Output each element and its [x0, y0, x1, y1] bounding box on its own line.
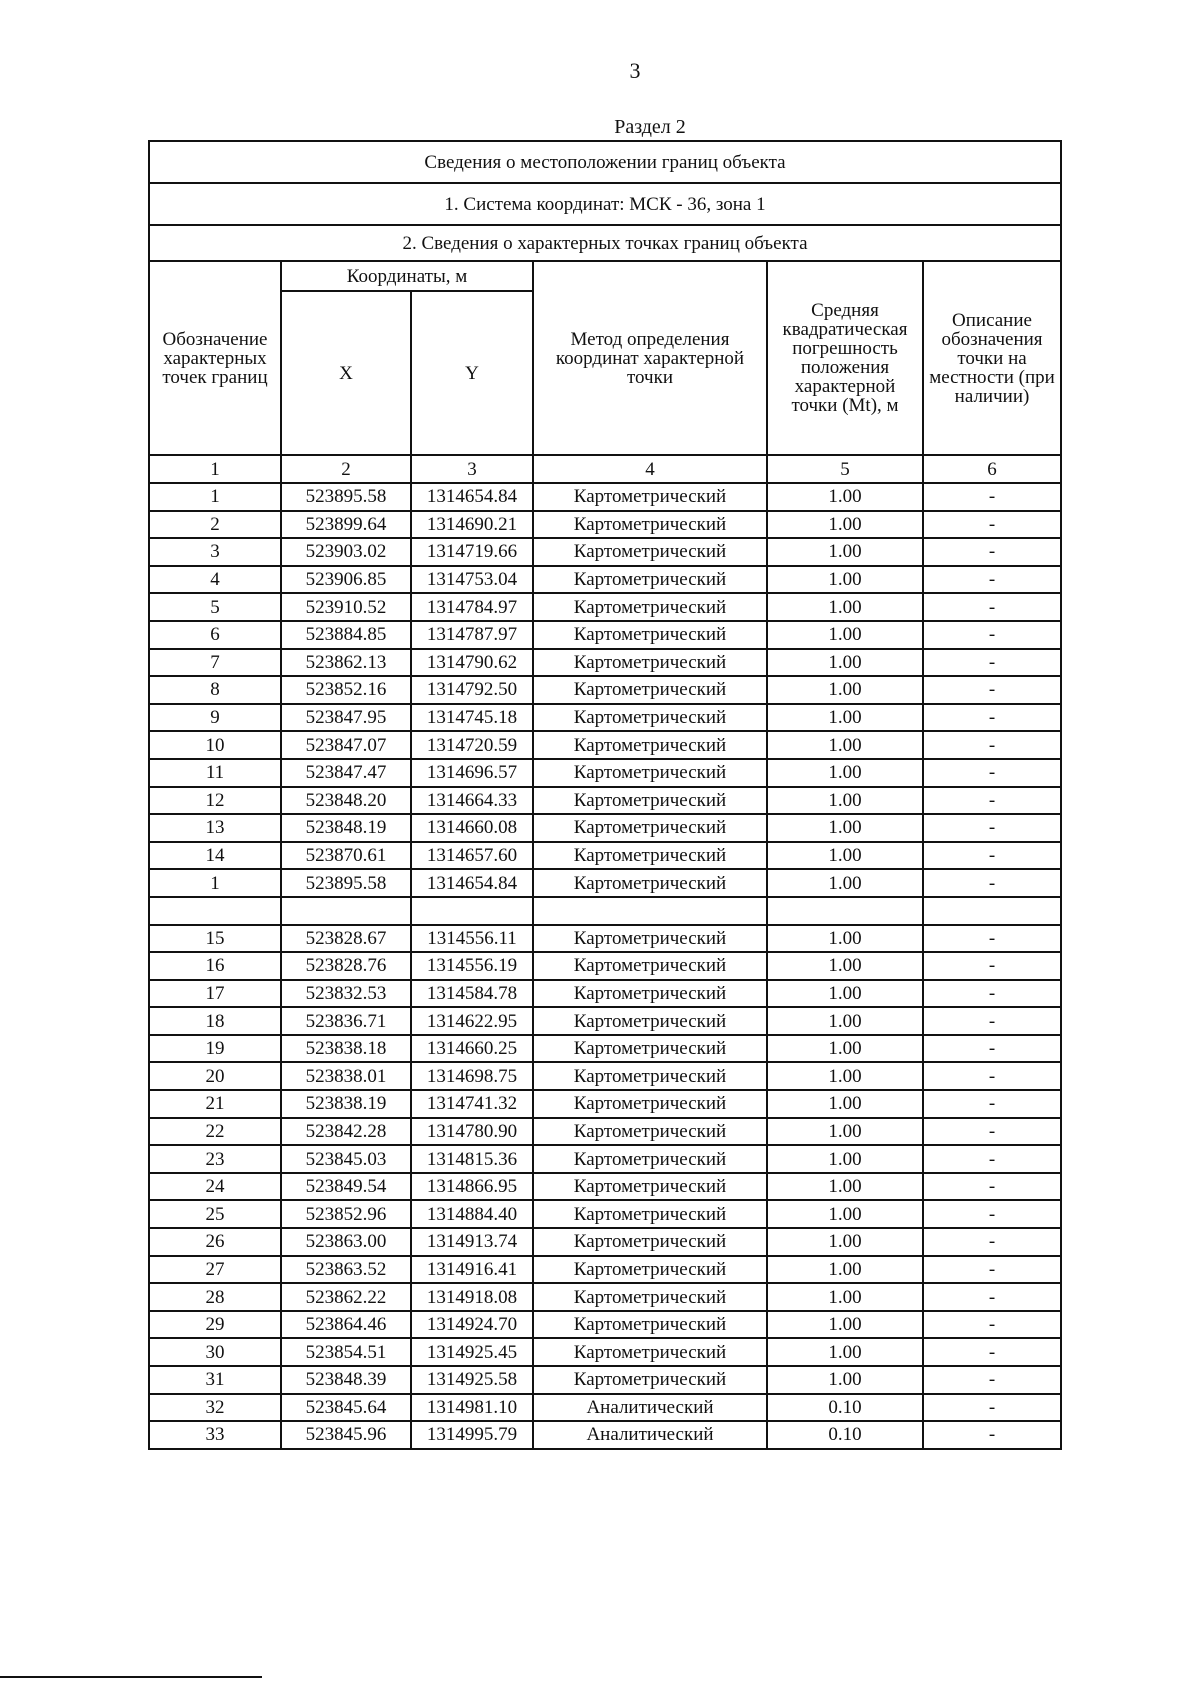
cell-y: 1314654.84	[411, 869, 533, 897]
bottom-rule	[0, 1676, 262, 1678]
cell-x: 523845.03	[281, 1145, 411, 1173]
cell-desc: -	[923, 676, 1061, 704]
cell-method: Картометрический	[533, 980, 767, 1008]
cell-point: 32	[149, 1394, 281, 1422]
cell-method: Картометрический	[533, 1366, 767, 1394]
table-row	[149, 511, 1061, 539]
cell-y: 1314741.32	[411, 1090, 533, 1118]
cell-desc: -	[923, 1338, 1061, 1366]
table-row	[149, 1062, 1061, 1090]
cell-point: 31	[149, 1366, 281, 1394]
table-row	[149, 842, 1061, 870]
cell-y: 1314622.95	[411, 1007, 533, 1035]
cell-x: 523864.46	[281, 1311, 411, 1339]
cell-point: 1	[149, 483, 281, 511]
cell-desc: -	[923, 621, 1061, 649]
cell-method: Картометрический	[533, 1228, 767, 1256]
empty-cell	[149, 897, 281, 925]
table-row	[149, 483, 1061, 511]
cell-point: 22	[149, 1118, 281, 1146]
cell-method: Картометрический	[533, 787, 767, 815]
header-method: Метод определения координат характерной точки	[533, 261, 767, 455]
cell-desc: -	[923, 566, 1061, 594]
cell-desc: -	[923, 1173, 1061, 1201]
cell-x: 523838.18	[281, 1035, 411, 1063]
cell-y: 1314584.78	[411, 980, 533, 1008]
cell-mt: 1.00	[767, 1062, 923, 1090]
cell-desc: -	[923, 1035, 1061, 1063]
table-row	[149, 593, 1061, 621]
cell-mt: 1.00	[767, 787, 923, 815]
cell-y: 1314790.62	[411, 649, 533, 677]
cell-mt: 1.00	[767, 1200, 923, 1228]
table-row	[149, 1283, 1061, 1311]
cell-desc: -	[923, 1118, 1061, 1146]
cell-mt: 1.00	[767, 1228, 923, 1256]
cell-mt: 1.00	[767, 814, 923, 842]
cell-x: 523836.71	[281, 1007, 411, 1035]
cell-x: 523884.85	[281, 621, 411, 649]
cell-point: 8	[149, 676, 281, 704]
cell-desc: -	[923, 842, 1061, 870]
cell-method: Картометрический	[533, 593, 767, 621]
header-designation: Обозначение характерных точек границ	[149, 261, 281, 455]
table-row	[149, 814, 1061, 842]
table-row	[149, 1421, 1061, 1449]
cell-mt: 1.00	[767, 1256, 923, 1284]
cell-x: 523847.95	[281, 704, 411, 732]
cell-y: 1314916.41	[411, 1256, 533, 1284]
table-row	[149, 980, 1061, 1008]
cell-mt: 1.00	[767, 621, 923, 649]
cell-x: 523828.76	[281, 952, 411, 980]
cell-mt: 1.00	[767, 842, 923, 870]
boundary-points-table	[148, 140, 1062, 1450]
cell-y: 1314556.19	[411, 952, 533, 980]
table-row	[149, 925, 1061, 953]
cell-mt: 1.00	[767, 1338, 923, 1366]
cell-desc: -	[923, 1007, 1061, 1035]
cell-x: 523852.96	[281, 1200, 411, 1228]
cell-desc: -	[923, 1394, 1061, 1422]
cell-method: Картометрический	[533, 649, 767, 677]
cell-y: 1314866.95	[411, 1173, 533, 1201]
cell-method: Картометрический	[533, 1118, 767, 1146]
cell-mt: 1.00	[767, 1007, 923, 1035]
table-row	[149, 566, 1061, 594]
cell-desc: -	[923, 814, 1061, 842]
table-row	[149, 704, 1061, 732]
cell-method: Картометрический	[533, 676, 767, 704]
cell-point: 9	[149, 704, 281, 732]
header-error: Средняя квадратическая погрешность положения характерной точки (Mt), м	[767, 261, 923, 455]
cell-mt: 1.00	[767, 1090, 923, 1118]
table-row	[149, 1366, 1061, 1394]
cell-y: 1314660.25	[411, 1035, 533, 1063]
cell-point: 2	[149, 511, 281, 539]
cell-point: 3	[149, 538, 281, 566]
table-title: Сведения о местоположении границ объекта	[149, 141, 1061, 183]
cell-mt: 1.00	[767, 952, 923, 980]
cell-y: 1314745.18	[411, 704, 533, 732]
cell-point: 6	[149, 621, 281, 649]
cell-mt: 1.00	[767, 538, 923, 566]
cell-desc: -	[923, 1256, 1061, 1284]
cell-y: 1314884.40	[411, 1200, 533, 1228]
cell-point: 26	[149, 1228, 281, 1256]
cell-desc: -	[923, 511, 1061, 539]
cell-desc: -	[923, 704, 1061, 732]
table-row	[149, 1256, 1061, 1284]
cell-x: 523838.19	[281, 1090, 411, 1118]
cell-method: Картометрический	[533, 511, 767, 539]
cell-method: Картометрический	[533, 1090, 767, 1118]
cell-mt: 0.10	[767, 1421, 923, 1449]
table-row	[149, 869, 1061, 897]
cell-method: Картометрический	[533, 1283, 767, 1311]
cell-mt: 1.00	[767, 759, 923, 787]
cell-y: 1314925.58	[411, 1366, 533, 1394]
header-y: Y	[411, 291, 533, 455]
cell-mt: 1.00	[767, 676, 923, 704]
cell-y: 1314690.21	[411, 511, 533, 539]
cell-mt: 1.00	[767, 649, 923, 677]
cell-y: 1314925.45	[411, 1338, 533, 1366]
cell-x: 523838.01	[281, 1062, 411, 1090]
cell-y: 1314660.08	[411, 814, 533, 842]
cell-desc: -	[923, 538, 1061, 566]
cell-point: 30	[149, 1338, 281, 1366]
cell-x: 523899.64	[281, 511, 411, 539]
cell-mt: 1.00	[767, 1173, 923, 1201]
cell-x: 523906.85	[281, 566, 411, 594]
cell-point: 15	[149, 925, 281, 953]
table-row	[149, 1311, 1061, 1339]
cell-desc: -	[923, 1145, 1061, 1173]
empty-cell	[533, 897, 767, 925]
cell-x: 523895.58	[281, 483, 411, 511]
cell-mt: 1.00	[767, 1035, 923, 1063]
cell-point: 13	[149, 814, 281, 842]
cell-desc: -	[923, 731, 1061, 759]
cell-method: Картометрический	[533, 1145, 767, 1173]
cell-desc: -	[923, 1062, 1061, 1090]
cell-point: 33	[149, 1421, 281, 1449]
header-coordinates: Координаты, м	[281, 261, 533, 291]
cell-desc: -	[923, 1090, 1061, 1118]
cell-method: Картометрический	[533, 1338, 767, 1366]
column-number: 4	[533, 455, 767, 483]
cell-mt: 1.00	[767, 1311, 923, 1339]
cell-point: 1	[149, 869, 281, 897]
cell-y: 1314784.97	[411, 593, 533, 621]
cell-mt: 1.00	[767, 704, 923, 732]
cell-x: 523863.52	[281, 1256, 411, 1284]
cell-point: 27	[149, 1256, 281, 1284]
table-row	[149, 649, 1061, 677]
cell-x: 523848.19	[281, 814, 411, 842]
cell-x: 523828.67	[281, 925, 411, 953]
cell-point: 16	[149, 952, 281, 980]
cell-method: Картометрический	[533, 1311, 767, 1339]
page-number: 3	[629, 58, 641, 83]
header-description: Описание обозначения точки на местности (при наличии)	[923, 261, 1061, 455]
cell-desc: -	[923, 593, 1061, 621]
cell-method: Картометрический	[533, 731, 767, 759]
cell-y: 1314654.84	[411, 483, 533, 511]
cell-desc: -	[923, 1366, 1061, 1394]
cell-method: Картометрический	[533, 538, 767, 566]
cell-x: 523903.02	[281, 538, 411, 566]
cell-method: Картометрический	[533, 1062, 767, 1090]
cell-y: 1314696.57	[411, 759, 533, 787]
cell-method: Картометрический	[533, 869, 767, 897]
cell-x: 523849.54	[281, 1173, 411, 1201]
cell-x: 523863.00	[281, 1228, 411, 1256]
table-row	[149, 1338, 1061, 1366]
points-heading: 2. Сведения о характерных точках границ объекта	[149, 225, 1061, 261]
cell-method: Картометрический	[533, 925, 767, 953]
empty-cell	[767, 897, 923, 925]
cell-x: 523845.64	[281, 1394, 411, 1422]
cell-mt: 1.00	[767, 566, 923, 594]
empty-cell	[281, 897, 411, 925]
empty-cell	[923, 897, 1061, 925]
cell-desc: -	[923, 980, 1061, 1008]
cell-y: 1314913.74	[411, 1228, 533, 1256]
cell-method: Картометрический	[533, 566, 767, 594]
cell-method: Аналитический	[533, 1421, 767, 1449]
cell-mt: 1.00	[767, 1366, 923, 1394]
cell-y: 1314924.70	[411, 1311, 533, 1339]
cell-desc: -	[923, 1200, 1061, 1228]
cell-mt: 1.00	[767, 925, 923, 953]
table-row	[149, 759, 1061, 787]
table-row	[149, 538, 1061, 566]
table-row	[149, 1394, 1061, 1422]
coordinate-system: 1. Система координат: МСК - 36, зона 1	[149, 183, 1061, 225]
cell-method: Картометрический	[533, 952, 767, 980]
cell-x: 523845.96	[281, 1421, 411, 1449]
cell-x: 523895.58	[281, 869, 411, 897]
cell-method: Картометрический	[533, 1256, 767, 1284]
cell-x: 523842.28	[281, 1118, 411, 1146]
cell-desc: -	[923, 925, 1061, 953]
table-row	[149, 1173, 1061, 1201]
cell-x: 523862.22	[281, 1283, 411, 1311]
cell-point: 17	[149, 980, 281, 1008]
cell-y: 1314995.79	[411, 1421, 533, 1449]
table-row	[149, 787, 1061, 815]
cell-y: 1314664.33	[411, 787, 533, 815]
cell-y: 1314657.60	[411, 842, 533, 870]
cell-x: 523870.61	[281, 842, 411, 870]
cell-mt: 1.00	[767, 483, 923, 511]
table-row	[149, 731, 1061, 759]
cell-x: 523847.47	[281, 759, 411, 787]
cell-method: Аналитический	[533, 1394, 767, 1422]
cell-method: Картометрический	[533, 1007, 767, 1035]
cell-method: Картометрический	[533, 621, 767, 649]
cell-point: 28	[149, 1283, 281, 1311]
column-number: 1	[149, 455, 281, 483]
cell-desc: -	[923, 1228, 1061, 1256]
cell-x: 523852.16	[281, 676, 411, 704]
cell-y: 1314698.75	[411, 1062, 533, 1090]
cell-mt: 1.00	[767, 1283, 923, 1311]
cell-point: 29	[149, 1311, 281, 1339]
cell-x: 523862.13	[281, 649, 411, 677]
cell-method: Картометрический	[533, 704, 767, 732]
cell-mt: 1.00	[767, 731, 923, 759]
cell-point: 11	[149, 759, 281, 787]
cell-point: 20	[149, 1062, 281, 1090]
blank-separator-row	[149, 897, 1061, 925]
cell-point: 14	[149, 842, 281, 870]
cell-method: Картометрический	[533, 814, 767, 842]
cell-point: 25	[149, 1200, 281, 1228]
cell-mt: 1.00	[767, 511, 923, 539]
table-row	[149, 621, 1061, 649]
cell-desc: -	[923, 952, 1061, 980]
cell-point: 24	[149, 1173, 281, 1201]
cell-method: Картометрический	[533, 1200, 767, 1228]
cell-point: 18	[149, 1007, 281, 1035]
cell-y: 1314719.66	[411, 538, 533, 566]
column-number: 6	[923, 455, 1061, 483]
cell-point: 5	[149, 593, 281, 621]
cell-desc: -	[923, 483, 1061, 511]
empty-cell	[411, 897, 533, 925]
column-number: 3	[411, 455, 533, 483]
cell-mt: 1.00	[767, 869, 923, 897]
cell-y: 1314981.10	[411, 1394, 533, 1422]
cell-point: 10	[149, 731, 281, 759]
column-number: 5	[767, 455, 923, 483]
cell-method: Картометрический	[533, 759, 767, 787]
cell-point: 19	[149, 1035, 281, 1063]
cell-point: 7	[149, 649, 281, 677]
table-row	[149, 1035, 1061, 1063]
section-label: Раздел 2	[614, 116, 686, 138]
table-row	[149, 952, 1061, 980]
table-row	[149, 1145, 1061, 1173]
cell-mt: 1.00	[767, 980, 923, 1008]
column-number: 2	[281, 455, 411, 483]
cell-desc: -	[923, 1421, 1061, 1449]
cell-desc: -	[923, 869, 1061, 897]
cell-desc: -	[923, 759, 1061, 787]
cell-x: 523848.39	[281, 1366, 411, 1394]
table-row	[149, 1007, 1061, 1035]
table-row	[149, 676, 1061, 704]
cell-desc: -	[923, 787, 1061, 815]
cell-y: 1314815.36	[411, 1145, 533, 1173]
cell-method: Картометрический	[533, 1173, 767, 1201]
table-row	[149, 1118, 1061, 1146]
cell-point: 12	[149, 787, 281, 815]
header-x: X	[281, 291, 411, 455]
cell-y: 1314918.08	[411, 1283, 533, 1311]
table-row	[149, 1228, 1061, 1256]
cell-point: 23	[149, 1145, 281, 1173]
cell-y: 1314753.04	[411, 566, 533, 594]
cell-desc: -	[923, 1283, 1061, 1311]
cell-y: 1314780.90	[411, 1118, 533, 1146]
cell-mt: 1.00	[767, 1145, 923, 1173]
cell-desc: -	[923, 1311, 1061, 1339]
cell-x: 523854.51	[281, 1338, 411, 1366]
cell-x: 523847.07	[281, 731, 411, 759]
cell-y: 1314720.59	[411, 731, 533, 759]
cell-mt: 1.00	[767, 593, 923, 621]
cell-y: 1314792.50	[411, 676, 533, 704]
cell-point: 21	[149, 1090, 281, 1118]
table-row	[149, 1200, 1061, 1228]
cell-method: Картометрический	[533, 1035, 767, 1063]
cell-mt: 0.10	[767, 1394, 923, 1422]
cell-x: 523910.52	[281, 593, 411, 621]
cell-x: 523832.53	[281, 980, 411, 1008]
cell-y: 1314787.97	[411, 621, 533, 649]
cell-y: 1314556.11	[411, 925, 533, 953]
cell-x: 523848.20	[281, 787, 411, 815]
table-row	[149, 1090, 1061, 1118]
cell-desc: -	[923, 649, 1061, 677]
cell-method: Картометрический	[533, 483, 767, 511]
cell-method: Картометрический	[533, 842, 767, 870]
cell-mt: 1.00	[767, 1118, 923, 1146]
cell-point: 4	[149, 566, 281, 594]
